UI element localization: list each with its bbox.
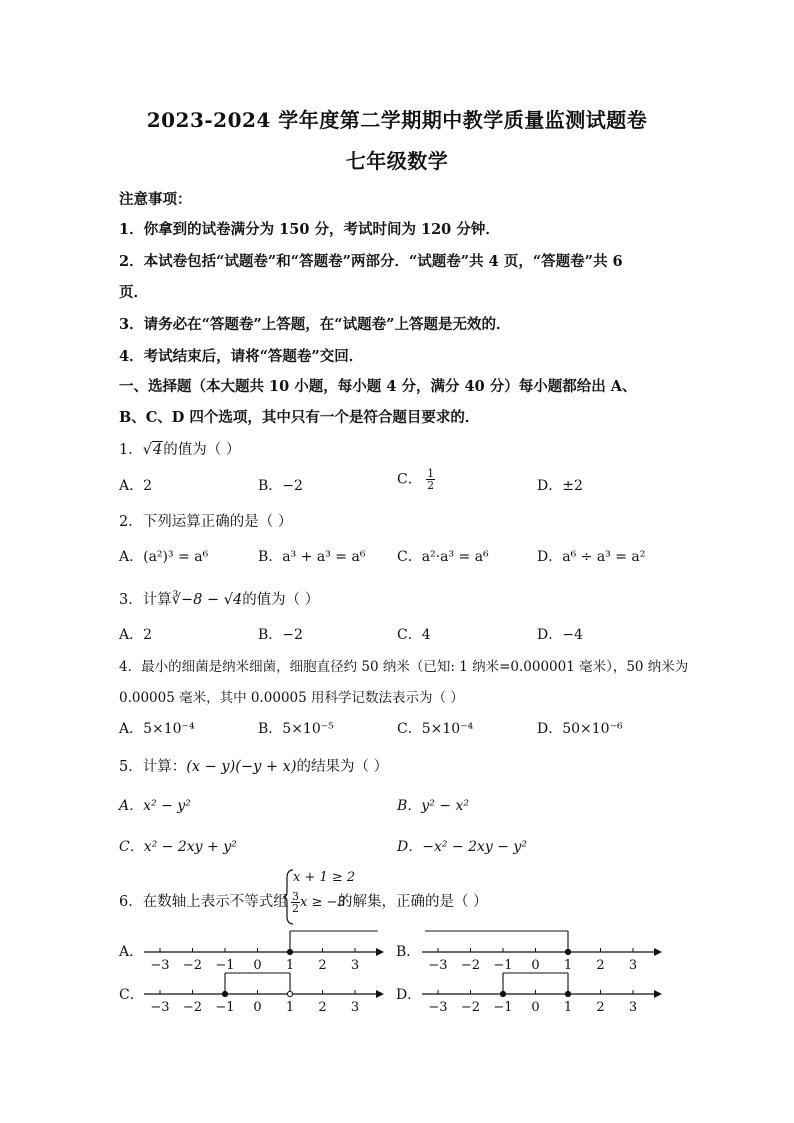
axis-tick-label: −2: [460, 1000, 481, 1015]
q5-option-c[interactable]: C．x² − 2xy + y²: [119, 839, 237, 855]
q6-option-b-label[interactable]: B．: [396, 944, 421, 960]
axis-arrow: [654, 948, 662, 956]
q5-option-d[interactable]: D．−x² − 2xy − y²: [397, 839, 527, 855]
q2-option-c[interactable]: C．a²·a³ = a⁶: [397, 549, 489, 565]
axis-arrow: [654, 990, 662, 998]
axis-tick-label: −1: [215, 958, 235, 973]
q3-option-d[interactable]: D．−4: [537, 627, 583, 643]
notice-item-2-cont: 页．: [119, 284, 148, 301]
axis-tick-label: 2: [596, 1000, 605, 1015]
axis-tick-label: 3: [350, 958, 360, 973]
axis-tick-label: 0: [531, 1000, 540, 1015]
q4-stem-line1: 4．最小的细菌是纳米细菌，细胞直径约 50 纳米（已知: 1 纳米=0.000001 毫米），50 纳米为: [119, 659, 689, 675]
notice-item-4: 4．考试结束后，请将“答题卷”交回．: [119, 348, 364, 365]
axis-tick-label: −3: [428, 958, 448, 973]
q6-inequality-1: x + 1 ≥ 2: [293, 870, 356, 885]
page-subtitle: 七年级数学: [345, 149, 449, 173]
axis-tick-label: 2: [596, 958, 605, 973]
closed-dot: [500, 991, 505, 996]
axis-tick-label: 1: [285, 1000, 295, 1015]
notice-item-1: 1．你拿到的试卷满分为 150 分，考试时间为 120 分钟．: [119, 221, 500, 238]
axis-tick-label: 1: [563, 1000, 573, 1015]
q3-option-c[interactable]: C．4: [397, 627, 431, 643]
q5-option-b[interactable]: B．y² − x²: [397, 798, 469, 814]
notice-item-3: 3．请务必在“答题卷”上答题，在“试题卷”上答题是无效的．: [119, 316, 511, 333]
q4-stem-line2: 0.00005 毫米，其中 0.00005 用科学记数法表示为（ ）: [119, 690, 464, 706]
q1-radicand: 4: [152, 442, 163, 458]
closed-dot: [565, 949, 570, 954]
axis-tick-label: 3: [628, 1000, 638, 1015]
q6-inequality-2: $\frac{3}{2}$ x ≥ −3: [292, 890, 346, 915]
q4-option-c[interactable]: C．5×10⁻⁴: [397, 721, 474, 737]
axis-tick-label: 0: [253, 1000, 262, 1015]
axis-tick-label: −1: [215, 1000, 235, 1015]
axis-tick-label: 1: [563, 958, 573, 973]
notice-item-2: 2．本试卷包括“试题卷”和“答题卷”两部分．“试题卷”共 4 页，“答题卷”共 6: [119, 253, 623, 270]
axis-tick-label: 2: [318, 1000, 327, 1015]
closed-dot: [565, 991, 570, 996]
axis-tick-label: 3: [628, 958, 638, 973]
q6-stem-prefix: 6．在数轴上表示不等式组: [119, 894, 288, 910]
axis-tick-label: −2: [182, 1000, 203, 1015]
axis-arrow: [376, 990, 384, 998]
axis-tick-label: 3: [350, 1000, 360, 1015]
q3-expression: ∛−8 − √4: [171, 592, 243, 608]
q5-stem: 5．计算：(x − y)(−y + x)的结果为（ ）: [119, 759, 389, 775]
q1-option-b[interactable]: B．−2: [258, 478, 303, 494]
q3-option-b[interactable]: B．−2: [258, 627, 303, 643]
axis-tick-label: 0: [531, 958, 540, 973]
q6-option-d-label[interactable]: D．: [396, 987, 422, 1003]
axis-tick-label: −3: [150, 958, 170, 973]
q3-stem: 3．计算∛−8 − √4的值为（ ）: [119, 592, 320, 608]
q1-c-fraction: $\frac{1}{2}$: [427, 467, 435, 492]
q5-expression: (x − y)(−y + x): [186, 759, 297, 775]
axis-arrow: [376, 948, 384, 956]
q3-option-a[interactable]: A．2: [119, 627, 153, 643]
q4-option-a[interactable]: A．5×10⁻⁴: [119, 721, 195, 737]
q6-option-c-label[interactable]: C．: [119, 987, 144, 1003]
q2-option-b[interactable]: B．a³ + a³ = a⁶: [258, 549, 366, 565]
q1-stem: 1．√4的值为（ ）: [119, 442, 241, 458]
notice-heading: 注意事项：: [119, 191, 192, 208]
q2-option-d[interactable]: D．a⁶ ÷ a³ = a²: [537, 549, 646, 565]
q6-number-line-c[interactable]: [140, 968, 385, 1018]
axis-tick-label: 0: [253, 958, 262, 973]
q2-option-a[interactable]: A．(a²)³ = a⁶: [119, 549, 209, 565]
closed-dot: [222, 991, 227, 996]
axis-tick-label: −1: [493, 1000, 513, 1015]
q1-option-c[interactable]: C． $\frac{1}{2}$: [397, 467, 435, 492]
axis-tick-label: 2: [318, 958, 327, 973]
page-title: 2023-2024 学年度第二学期期中教学质量监测试题卷: [146, 108, 648, 132]
axis-tick-label: 1: [285, 958, 295, 973]
section1-line1: 一、选择题（本大题共 10 小题，每小题 4 分，满分 40 分）每小题都给出 A、: [119, 378, 637, 395]
open-dot: [287, 991, 292, 996]
q5-option-a[interactable]: A．x² − y²: [119, 798, 191, 814]
q6-stem-suffix: 的解集，正确的是（ ）: [338, 894, 488, 910]
q6-option-a-label[interactable]: A．: [119, 944, 144, 960]
q1-option-d[interactable]: D．±2: [537, 478, 583, 494]
q2-stem: 2．下列运算正确的是（ ）: [119, 514, 293, 530]
closed-dot: [287, 949, 292, 954]
axis-tick-label: −1: [493, 958, 513, 973]
q4-option-d[interactable]: D．50×10⁻⁶: [537, 721, 623, 737]
q4-option-b[interactable]: B．5×10⁻⁵: [258, 721, 334, 737]
section1-line2: B、C、D 四个选项，其中只有一个是符合题目要求的．: [119, 409, 480, 426]
q1-option-a[interactable]: A．2: [119, 478, 153, 494]
axis-tick-label: −3: [428, 1000, 448, 1015]
q6-number-line-d[interactable]: [418, 968, 663, 1018]
axis-tick-label: −2: [460, 958, 481, 973]
axis-tick-label: −2: [182, 958, 203, 973]
axis-tick-label: −3: [150, 1000, 170, 1015]
